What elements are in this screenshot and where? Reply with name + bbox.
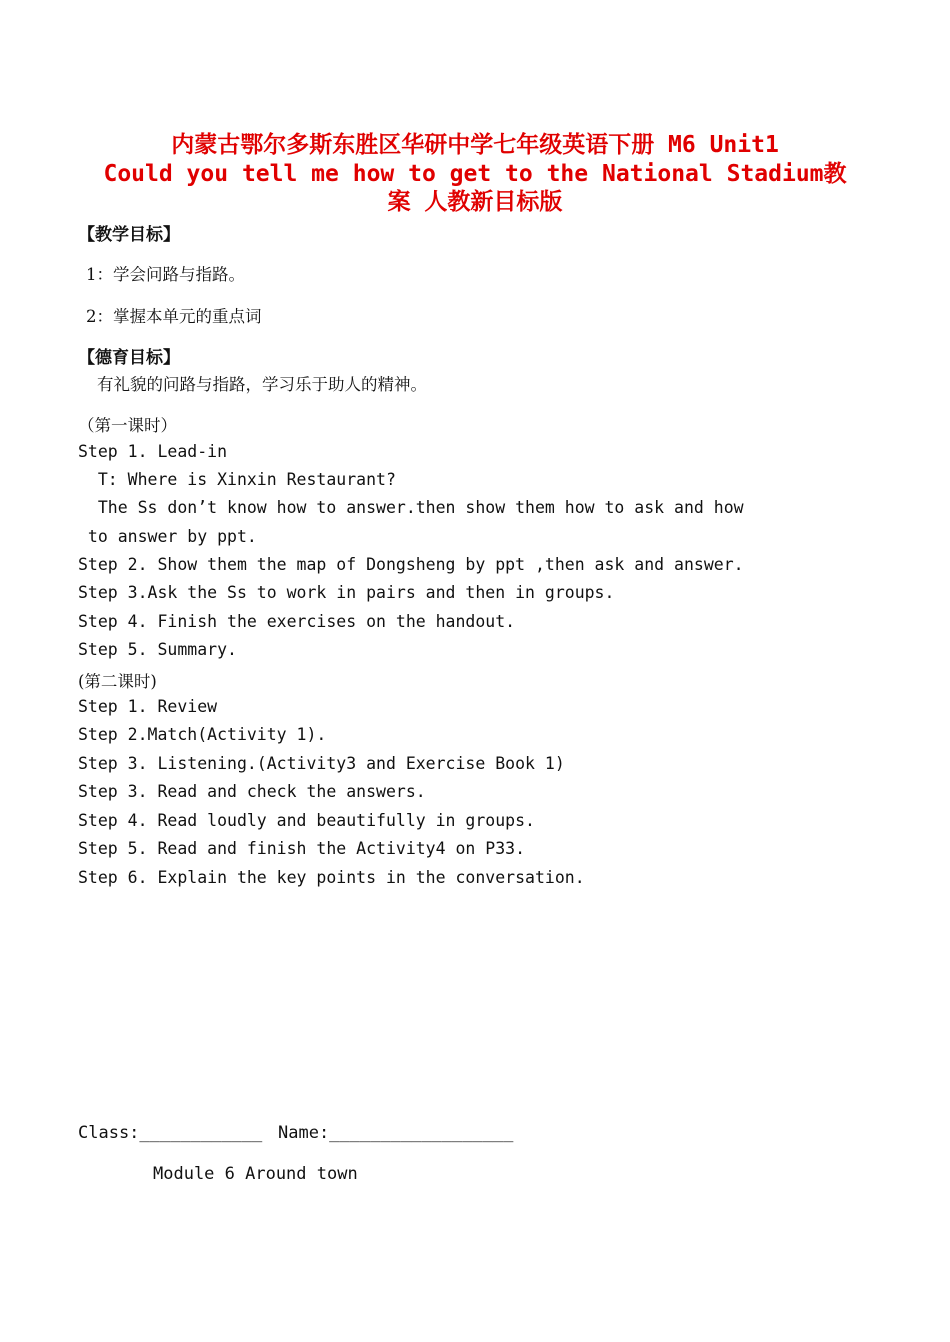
lesson-1-step: Step 3.Ask the Ss to work in pairs and then in groups. bbox=[78, 583, 615, 602]
lesson-1-step: Step 4. Finish the exercises on the handout. bbox=[78, 612, 516, 631]
lesson-2-step: Step 3. Read and check the answers. bbox=[78, 782, 426, 801]
lesson-1-step: The Ss don’t know how to answer.then show them how to ask and how bbox=[78, 498, 744, 517]
lesson-1-step: T: Where is Xinxin Restaurant? bbox=[78, 470, 396, 489]
lesson-2-step: Step 5. Read and finish the Activity4 on P33. bbox=[78, 839, 526, 858]
lesson-1-step: Step 1. Lead-in bbox=[78, 442, 228, 461]
document-title-line-1: 内蒙古鄂尔多斯东胜区华研中学七年级英语下册 M6 Unit1 bbox=[171, 132, 779, 158]
lesson-1-step: to answer by ppt. bbox=[78, 527, 257, 546]
document-title-line-2: Could you tell me how to get to the National Stadium教 bbox=[103, 161, 847, 187]
lesson-1-step: Step 5. Summary. bbox=[78, 640, 237, 659]
moral-goals-text: 有礼貌的问路与指路，学习乐于助人的精神。 bbox=[97, 375, 427, 394]
lesson-2-step: Step 6. Explain the key points in the conversation. bbox=[78, 868, 585, 887]
teaching-goal-item: 1：学会问路与指路。 bbox=[86, 265, 245, 284]
document-title-line-3: 案 人教新目标版 bbox=[387, 189, 563, 215]
teaching-goals-heading: 【教学目标】 bbox=[78, 225, 180, 245]
name-field-label: Name:__________________ bbox=[278, 1123, 514, 1143]
lesson-2-step: Step 4. Read loudly and beautifully in groups. bbox=[78, 811, 535, 830]
lesson-2-step: Step 3. Listening.(Activity3 and Exercise Book 1) bbox=[78, 754, 565, 773]
lesson-2-label: (第二课时) bbox=[78, 672, 157, 691]
lesson-1-label: （第一课时） bbox=[78, 416, 177, 435]
lesson-2-step: Step 1. Review bbox=[78, 697, 218, 716]
moral-goals-heading: 【德育目标】 bbox=[78, 348, 180, 368]
class-field-label: Class:____________ bbox=[78, 1123, 263, 1143]
lesson-1-step: Step 2. Show them the map of Dongsheng by ppt ,then ask and answer. bbox=[78, 555, 744, 574]
teaching-goal-item: 2：掌握本单元的重点词 bbox=[86, 307, 262, 326]
lesson-2-step: Step 2.Match(Activity 1). bbox=[78, 725, 327, 744]
module-title: Module 6 Around town bbox=[153, 1164, 358, 1184]
